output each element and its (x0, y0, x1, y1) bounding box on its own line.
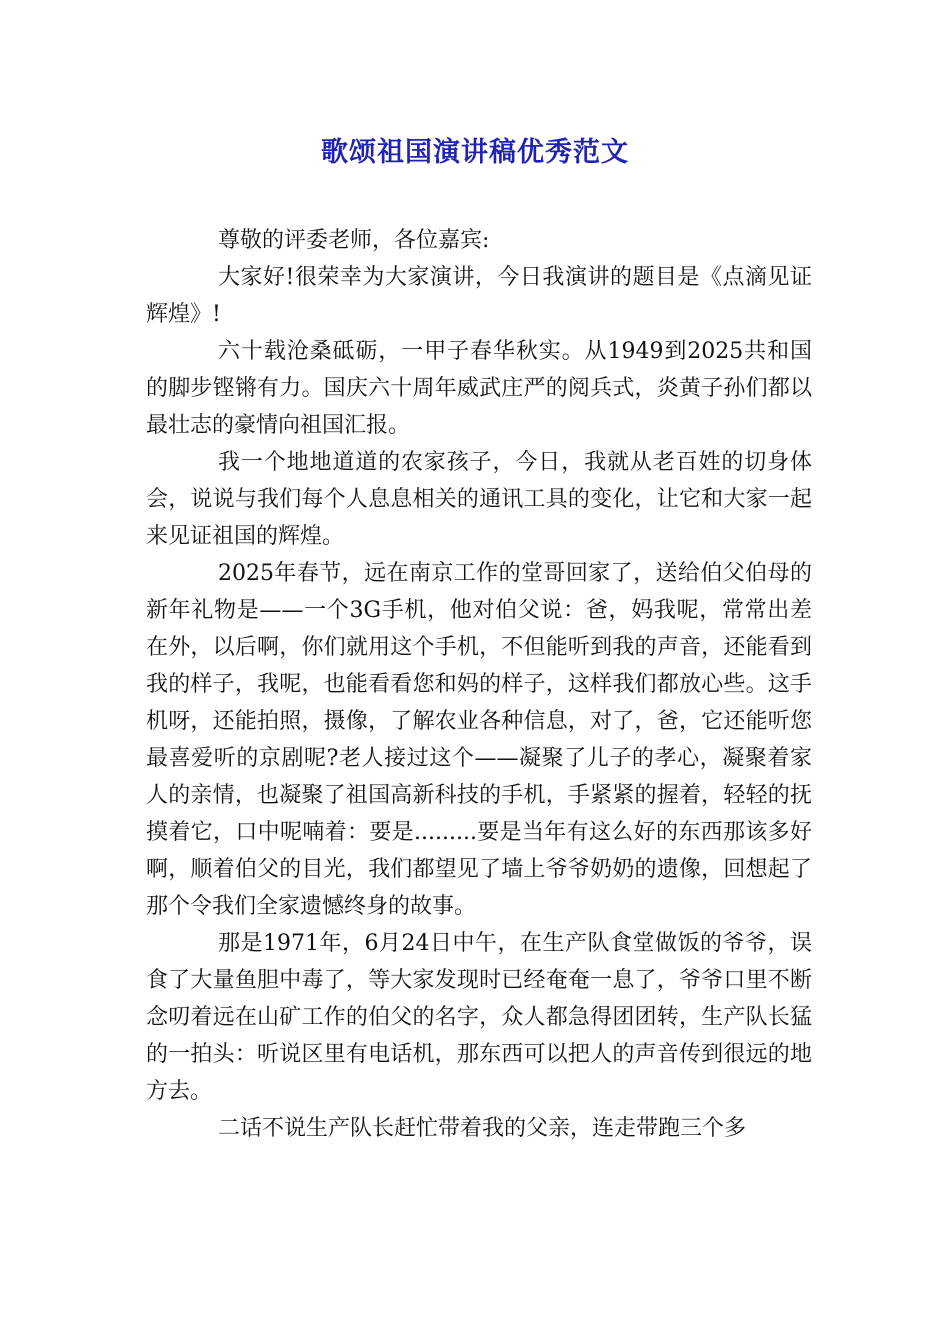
document-title: 歌颂祖国演讲稿优秀范文 (321, 137, 629, 168)
paragraph: 六十载沧桑砥砺，一甲子春华秋实。从1949到2025共和国的脚步铿锵有力。国庆六十周年威武庄严的阅兵式，炎黄子孙们都以最壮志的豪情向祖国汇报。 (146, 339, 812, 438)
paragraph-salutation: 尊敬的评委老师，各位嘉宾: (218, 228, 490, 253)
paragraph: 我一个地地道道的农家孩子，今日，我就从老百姓的切身体会，说说与我们每个人息息相关的通讯工具的变化，让它和大家一起来见证祖国的辉煌。 (146, 450, 812, 549)
paragraph: 二话不说生产队长赶忙带着我的父亲，连走带跑三个多 (218, 1116, 747, 1141)
paragraph: 那是1971年，6月24日中午，在生产队食堂做饭的爷爷，误食了大量鱼胆中毒了，等大家发现时已经奄奄一息了，爷爷口里不断念叨着远在山矿工作的伯父的名字，众人都急得团团转，生产队长猛的一拍头：听说区里有电话机，那东西可以把人的声音传到很远的地方去。 (146, 931, 812, 1104)
document-body (146, 222, 812, 1147)
paragraph-greeting: 大家好!很荣幸为大家演讲，今日我演讲的题目是《点滴见证辉煌》! (146, 265, 812, 327)
paragraph: 2025年春节，远在南京工作的堂哥回家了，送给伯父伯母的新年礼物是——一个3G手机，他对伯父说：爸，妈我呢，常常出差在外，以后啊，你们就用这个手机，不但能听到我的声音，还能看到我的样子，我呢，也能看看您和妈的样子，这样我们都放心些。这手机呀，还能拍照，摄像，了解农业各种信息，对了，爸，它还能听您最喜爱听的京剧呢?老人接过这个——凝聚了儿子的孝心，凝聚着家人的亲情，也凝聚了祖国高新科技的手机，手紧紧的握着，轻轻的抚摸着它，口中呢喃着：要是.........要是当年有这么好的东西那该多好啊，顺着伯父的目光，我们都望见了墙上爷爷奶奶的遗像，回想起了那个令我们全家遗憾终身的故事。 (146, 561, 812, 919)
